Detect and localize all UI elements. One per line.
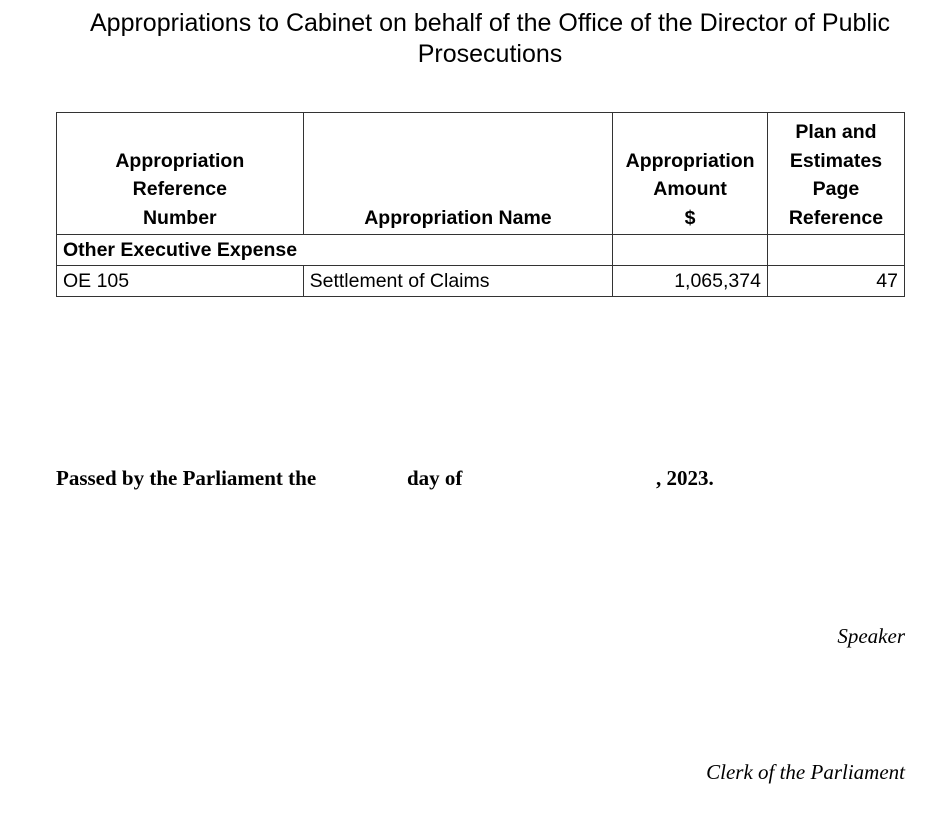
group-label: Other Executive Expense	[57, 235, 304, 266]
appropriations-table	[56, 112, 905, 297]
header-reference-number: Appropriation Reference Number	[57, 113, 304, 235]
row-name: Settlement of Claims	[303, 266, 613, 297]
table-header-row	[57, 113, 905, 235]
speaker-signature-label: Speaker	[837, 624, 905, 648]
group-spacer-cell	[303, 235, 613, 266]
row-page: 47	[767, 266, 904, 297]
header-appropriation-amount: Appropriation Amount $	[613, 113, 768, 235]
clerk-signature-label: Clerk of the Parliament	[706, 760, 905, 784]
row-reference: OE 105	[57, 266, 304, 297]
document-title	[40, 8, 940, 70]
year-text: , 2023.	[656, 466, 714, 490]
group-amount-cell	[613, 235, 768, 266]
table-row	[57, 266, 905, 297]
day-of-text: day of	[407, 466, 463, 490]
group-page-cell	[767, 235, 904, 266]
header-plan-estimates-page: Plan and Estimates Page Reference	[767, 113, 904, 235]
row-amount: 1,065,374	[613, 266, 768, 297]
passed-by-parliament-text: Passed by the Parliament the	[56, 466, 317, 490]
header-appropriation-name: Appropriation Name	[303, 113, 613, 235]
title-line-2: Prosecutions	[417, 40, 563, 68]
group-row	[57, 235, 905, 266]
title-line-1: Appropriations to Cabinet on behalf of the Office of the Director of Public	[90, 9, 890, 37]
